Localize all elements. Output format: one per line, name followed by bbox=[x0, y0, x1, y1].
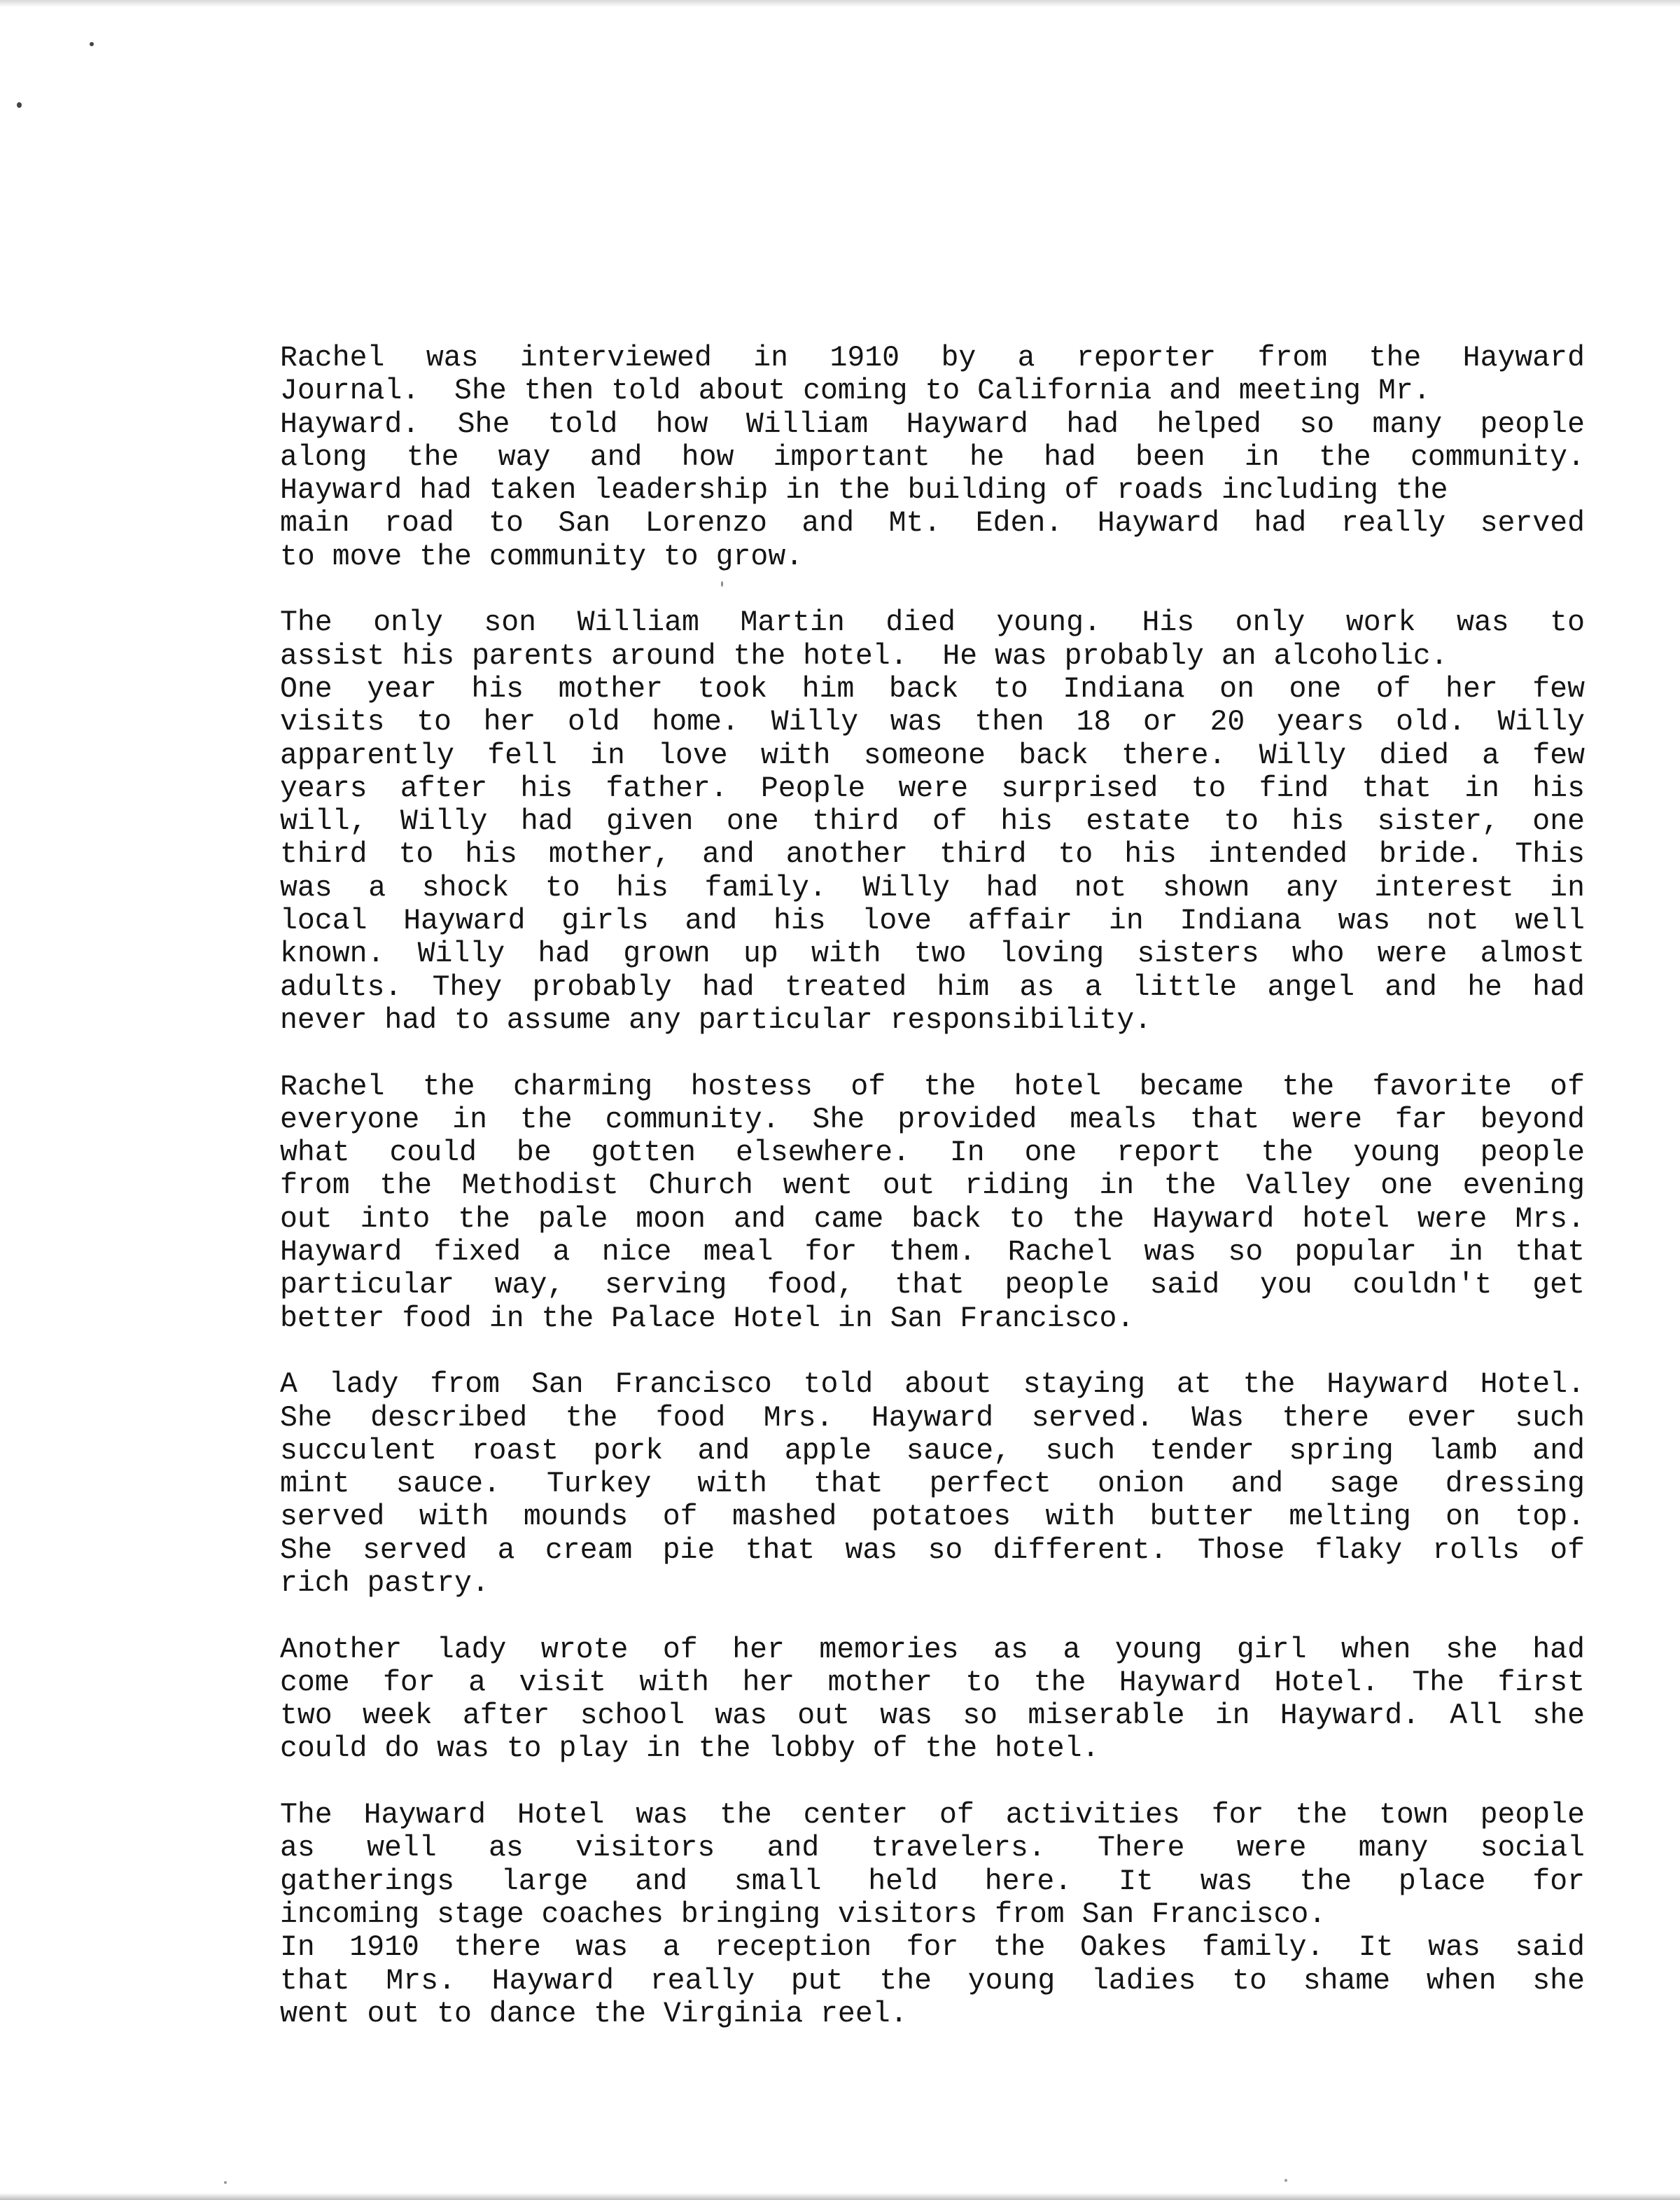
scan-speck bbox=[224, 2181, 227, 2184]
text-line: apparently fell in love with someone back there. Willy died a few bbox=[280, 739, 1585, 772]
text-line: went out to dance the Virginia reel. bbox=[280, 1997, 908, 2031]
text-line: visits to her old home. Willy was then 18 or 20 years old. Willy bbox=[280, 706, 1585, 739]
text-line: will, Willy had given one third of his estate to his sister, one bbox=[280, 805, 1585, 839]
document-body bbox=[280, 342, 1585, 2063]
text-line: was a shock to his family. Willy had not shown any interest in bbox=[280, 871, 1585, 905]
text-line: never had to assume any particular responsibility. bbox=[280, 1003, 1152, 1037]
text-line: adults. They probably had treated him as a little angel and he had bbox=[280, 970, 1585, 1004]
text-line: could do was to play in the lobby of the hotel. bbox=[280, 1732, 1100, 1766]
scan-speck bbox=[17, 102, 22, 108]
text-line: In 1910 there was a reception for the Oakes family. It was said bbox=[280, 1931, 1585, 1965]
paragraph-2 bbox=[280, 606, 1585, 1037]
text-line: everyone in the community. She provided meals that were far beyond bbox=[280, 1103, 1585, 1136]
paragraph-1 bbox=[280, 342, 1585, 573]
text-line: what could be gotten elsewhere. In one report the young people bbox=[280, 1136, 1585, 1170]
text-line: rich pastry. bbox=[280, 1566, 489, 1600]
text-line: Hayward fixed a nice meal for them. Rachel was so popular in that bbox=[280, 1236, 1585, 1269]
text-line: main road to San Lorenzo and Mt. Eden. Hayward had really served bbox=[280, 507, 1585, 541]
paragraph-6 bbox=[280, 1799, 1585, 2031]
paragraph-3 bbox=[280, 1071, 1585, 1335]
paragraph-4 bbox=[280, 1368, 1585, 1600]
text-line: succulent roast pork and apple sauce, such tender spring lamb and bbox=[280, 1434, 1585, 1468]
text-line: Hayward had taken leadership in the building of roads including the bbox=[280, 474, 1448, 508]
text-line: particular way, serving food, that people said you couldn't get bbox=[280, 1269, 1585, 1302]
text-line: to move the community to grow. bbox=[280, 540, 804, 573]
text-line: One year his mother took him back to Indiana on one of her few bbox=[280, 672, 1585, 706]
text-line: Rachel the charming hostess of the hotel became the favorite of bbox=[280, 1070, 1585, 1104]
scan-bottom-edge bbox=[0, 2193, 1680, 2200]
paragraph-5 bbox=[280, 1634, 1585, 1766]
text-line: come for a visit with her mother to the Hayward Hotel. The first bbox=[280, 1666, 1585, 1699]
text-line: She served a cream pie that was so different. Those flaky rolls of bbox=[280, 1533, 1585, 1567]
text-line: The only son William Martin died young. His only work was to bbox=[280, 606, 1585, 640]
scan-speck bbox=[90, 42, 94, 46]
scan-speck bbox=[1284, 2179, 1287, 2182]
text-line: as well as visitors and travelers. There were many social bbox=[280, 1832, 1585, 1865]
text-line: Journal. She then told about coming to California and meeting Mr. bbox=[280, 375, 1431, 408]
text-line: A lady from San Francisco told about staying at the Hayward Hotel. bbox=[280, 1368, 1585, 1402]
text-line: that Mrs. Hayward really put the young ladies to shame when she bbox=[280, 1964, 1585, 1998]
text-line: out into the pale moon and came back to the Hayward hotel were Mrs. bbox=[280, 1202, 1585, 1236]
scan-top-edge bbox=[0, 0, 1680, 7]
text-line: local Hayward girls and his love affair in Indiana was not well bbox=[280, 905, 1585, 938]
text-line: assist his parents around the hotel. He was probably an alcoholic. bbox=[280, 639, 1448, 673]
text-line: incoming stage coaches bringing visitors from San Francisco. bbox=[280, 1898, 1326, 1931]
text-line: gatherings large and small held here. It was the place for bbox=[280, 1865, 1585, 1898]
text-line: Rachel was interviewed in 1910 by a reporter from the Hayward bbox=[280, 342, 1585, 375]
text-line: better food in the Palace Hotel in San Francisco. bbox=[280, 1302, 1135, 1335]
text-line: from the Methodist Church went out riding in the Valley one evening bbox=[280, 1169, 1585, 1203]
text-line: served with mounds of mashed potatoes with butter melting on top. bbox=[280, 1501, 1585, 1534]
text-line: along the way and how important he had been in the community. bbox=[280, 440, 1585, 474]
text-line: third to his mother, and another third to his intended bride. This bbox=[280, 838, 1585, 872]
text-line: Another lady wrote of her memories as a young girl when she had bbox=[280, 1633, 1585, 1666]
text-line: known. Willy had grown up with two loving sisters who were almost bbox=[280, 938, 1585, 971]
text-line: years after his father. People were surprised to find that in his bbox=[280, 772, 1585, 805]
text-line: She described the food Mrs. Hayward served. Was there ever such bbox=[280, 1401, 1585, 1435]
text-line: mint sauce. Turkey with that perfect onion and sage dressing bbox=[280, 1468, 1585, 1501]
text-line: two week after school was out was so miserable in Hayward. All she bbox=[280, 1699, 1585, 1733]
text-line: The Hayward Hotel was the center of activities for the town people bbox=[280, 1799, 1585, 1832]
text-line: Hayward. She told how William Hayward had helped so many people bbox=[280, 408, 1585, 441]
